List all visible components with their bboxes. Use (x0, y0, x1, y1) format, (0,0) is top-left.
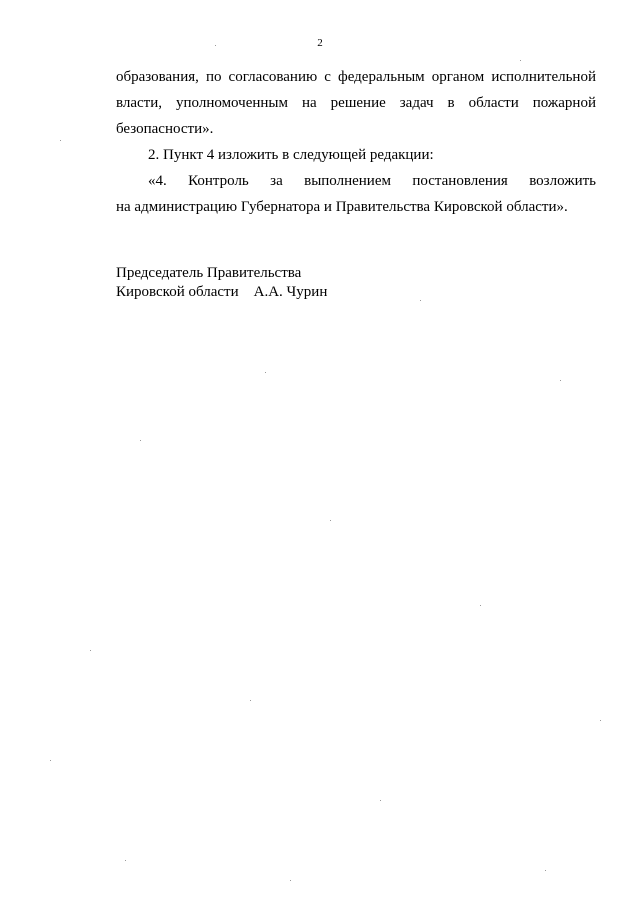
scan-speck (215, 45, 216, 46)
text-line: «4. Контроль за выполнением постановления возложить (148, 173, 596, 189)
paragraph-2: 2. Пункт 4 изложить в следующей редакции: (148, 147, 434, 163)
scan-speck (125, 860, 126, 861)
scan-speck (265, 372, 266, 373)
paragraph-3 (116, 168, 596, 220)
scan-speck (480, 605, 481, 606)
scan-speck (380, 800, 381, 801)
scan-speck (560, 380, 561, 381)
page-number: 2 (317, 37, 323, 49)
scan-speck (330, 520, 331, 521)
scan-speck (250, 700, 251, 701)
scan-speck (545, 870, 546, 871)
paragraph-1 (116, 64, 596, 142)
scan-speck (290, 880, 291, 881)
document-body (116, 64, 596, 220)
text-line: на администрацию Губернатора и Правительства Кировской области». (116, 199, 568, 215)
signature-block (116, 264, 327, 302)
scan-speck (520, 60, 521, 61)
text-line: образования, по согласованию с федеральным органом исполнительной (116, 69, 596, 85)
scan-speck (600, 720, 601, 721)
scan-speck (50, 760, 51, 761)
scan-speck (90, 650, 91, 651)
signatory-name: Кировской области А.А. Чурин (116, 284, 328, 300)
text-line: власти, уполномоченным на решение задач в области пожарной (116, 95, 596, 111)
scan-speck (420, 300, 421, 301)
text-line: безопасности». (116, 121, 214, 137)
scan-speck (140, 440, 141, 441)
signatory-title: Председатель Правительства (116, 265, 302, 281)
scan-speck (60, 140, 61, 141)
